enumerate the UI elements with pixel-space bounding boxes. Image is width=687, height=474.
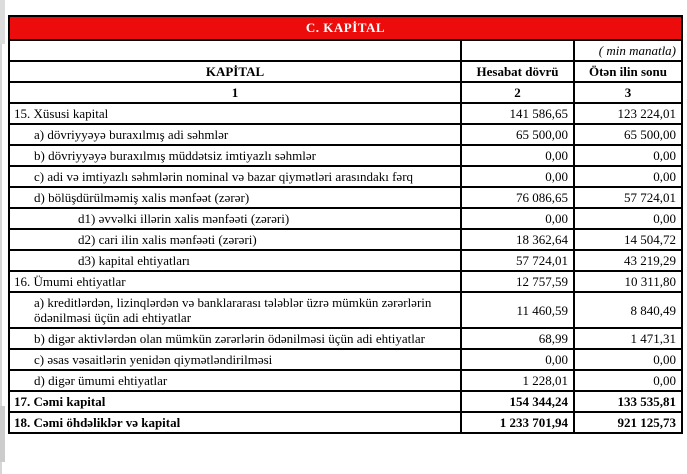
row-label: 18. Cəmi öhdəliklər və kapital [9,412,461,433]
row-value-previous: 133 535,81 [574,391,682,412]
row-value-current: 68,99 [461,328,574,349]
table-row [9,187,682,208]
row-value-current: 154 344,24 [461,391,574,412]
scan-edge-artifact [0,0,2,474]
table-row [9,145,682,166]
column-header-end-of-last-year: Ötən ilin sonu [574,61,682,82]
row-value-current: 57 724,01 [461,250,574,271]
row-value-current: 11 460,59 [461,292,574,328]
row-value-current: 1 228,01 [461,370,574,391]
column-header-reporting-period: Hesabat dövrü [461,61,574,82]
unit-note-spacer-1 [9,40,461,61]
table-row [9,271,682,292]
row-value-current: 12 757,59 [461,271,574,292]
table-row [9,103,682,124]
row-value-previous: 57 724,01 [574,187,682,208]
row-value-current: 0,00 [461,166,574,187]
table-row [9,124,682,145]
row-value-current: 18 362,64 [461,229,574,250]
table-row [9,292,682,328]
table-row [9,349,682,370]
row-value-previous: 43 219,29 [574,250,682,271]
capital-table-body [9,16,682,433]
unit-note: ( min manatla) [574,40,682,61]
row-value-previous: 0,00 [574,208,682,229]
row-value-previous: 0,00 [574,349,682,370]
row-value-previous: 10 311,80 [574,271,682,292]
row-value-previous: 0,00 [574,370,682,391]
row-label: b) digər aktivlərdən olan mümkün zərərlərin ödənilməsi üçün adi ehtiyatlar [9,328,461,349]
row-value-previous: 1 471,31 [574,328,682,349]
scan-edge-artifact-top [0,0,5,44]
row-value-current: 141 586,65 [461,103,574,124]
row-label: d2) cari ilin xalis mənfəəti (zərəri) [9,229,461,250]
row-value-previous: 123 224,01 [574,103,682,124]
unit-note-spacer-2 [461,40,574,61]
row-value-current: 1 233 701,94 [461,412,574,433]
column-number-2: 2 [461,82,574,103]
row-label: 15. Xüsusi kapital [9,103,461,124]
row-value-current: 0,00 [461,349,574,370]
row-value-previous: 0,00 [574,166,682,187]
row-value-previous: 14 504,72 [574,229,682,250]
section-title-bar: C. KAPİTAL [9,16,682,40]
row-value-previous: 8 840,49 [574,292,682,328]
table-row [9,370,682,391]
row-label: 17. Cəmi kapital [9,391,461,412]
table-row [9,229,682,250]
table-row [9,208,682,229]
capital-table [8,15,683,434]
section-title-row [9,16,682,40]
unit-note-row [9,40,682,61]
row-value-current: 0,00 [461,208,574,229]
scan-edge-artifact-bottom [0,406,5,462]
row-label: d) digər ümumi ehtiyatlar [9,370,461,391]
row-label: a) dövriyyəyə buraxılmış adi səhmlər [9,124,461,145]
table-row [9,328,682,349]
table-row [9,166,682,187]
row-value-current: 76 086,65 [461,187,574,208]
column-header-row [9,61,682,82]
row-label: a) kreditlərdən, lizinqlərdən və banklararası tələblər üzrə mümkün zərərlərin ödənilməsi üçün adi ehtiyatlar [9,292,461,328]
table-row [9,412,682,433]
row-label: 16. Ümumi ehtiyatlar [9,271,461,292]
table-row [9,250,682,271]
row-value-current: 0,00 [461,145,574,166]
row-label: d) bölüşdürülməmiş xalis mənfəət (zərər) [9,187,461,208]
row-label: c) əsas vəsaitlərin yenidən qiymətləndirilməsi [9,349,461,370]
column-number-3: 3 [574,82,682,103]
row-label: b) dövriyyəyə buraxılmış müddətsiz imtiyazlı səhmlər [9,145,461,166]
row-value-previous: 0,00 [574,145,682,166]
row-value-previous: 921 125,73 [574,412,682,433]
column-header-kapital: KAPİTAL [9,61,461,82]
row-label: c) adi və imtiyazlı səhmlərin nominal və bazar qiymətləri arasındakı fərq [9,166,461,187]
column-number-row [9,82,682,103]
row-value-current: 65 500,00 [461,124,574,145]
row-label: d1) əvvəlki illərin xalis mənfəəti (zərəri) [9,208,461,229]
column-number-1: 1 [9,82,461,103]
row-label: d3) kapital ehtiyatları [9,250,461,271]
table-row [9,391,682,412]
row-value-previous: 65 500,00 [574,124,682,145]
